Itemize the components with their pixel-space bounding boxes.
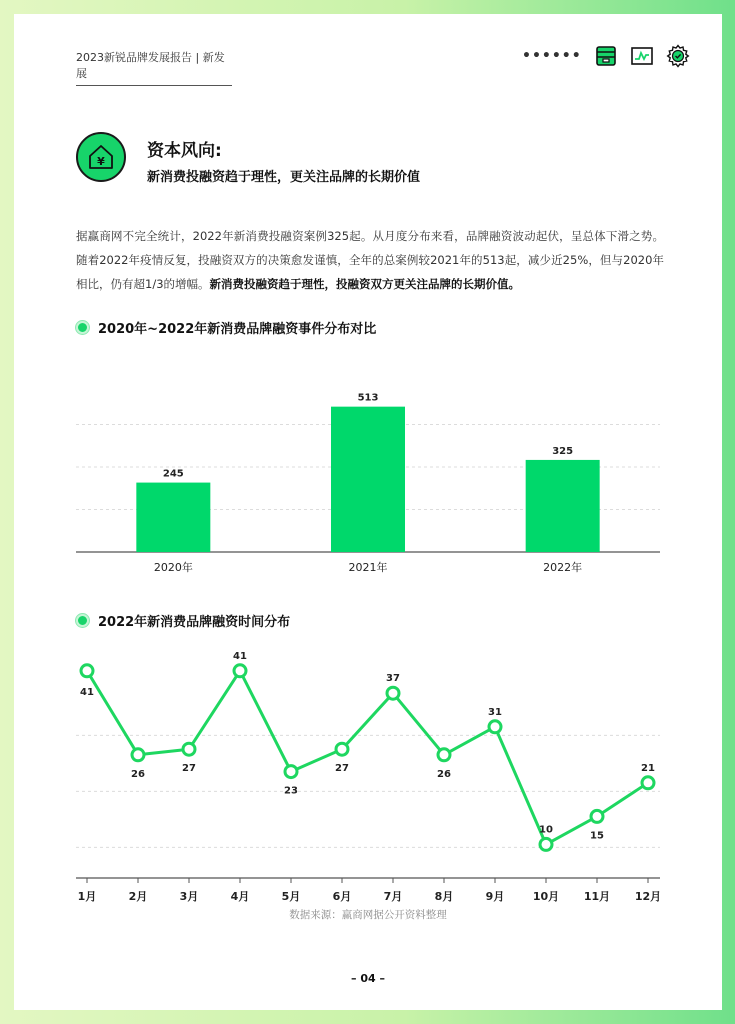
data-point [336,743,348,755]
body-paragraph [76,224,664,296]
data-point [642,777,654,789]
page-number: – 04 – [351,972,385,985]
bar [331,407,405,552]
line-chart-title-text: 2022年新消费品牌融资时间分布 [98,615,291,630]
bar-value-label: 325 [552,445,574,457]
inbox-tray-icon[interactable] [594,44,618,68]
bullet-icon [76,321,89,334]
header-title: 2023新锐品牌发展报告 | 新发展 [76,49,232,86]
x-tick-label: 2020年 [153,561,193,574]
data-point [234,665,246,677]
x-tick-label: 8月 [434,890,454,903]
data-point [591,810,603,822]
bar [526,460,600,552]
data-point [489,721,501,733]
x-tick-label: 12月 [634,890,662,903]
x-tick-label: 2021年 [348,561,388,574]
data-label: 41 [233,650,247,662]
bar-value-label: 245 [162,468,184,480]
data-point [183,743,195,755]
data-point [132,749,144,761]
data-label: 15 [590,830,604,842]
data-label: 37 [386,673,400,685]
data-label: 31 [488,706,502,718]
x-tick-label: 3月 [179,890,199,903]
data-label: 10 [539,824,553,836]
line-chart-icon[interactable] [630,44,654,68]
house-yen-icon [76,132,126,182]
data-label: 27 [335,763,349,775]
data-label: 26 [131,768,145,780]
series-line [87,671,648,845]
data-point [81,665,93,677]
section-title: 资本风向: [147,141,222,161]
x-tick-label: 4月 [230,890,250,903]
section-subtitle: 新消费投融资趋于理性，更关注品牌的长期价值 [147,170,421,185]
x-tick-label: 10月 [532,890,560,903]
x-tick-label: 1月 [77,890,97,903]
x-tick-label: 6月 [332,890,352,903]
bar [136,483,210,552]
bullet-icon [76,614,89,627]
x-tick-label: 2022年 [543,561,583,574]
x-tick-label: 9月 [485,890,505,903]
bar-chart [14,354,722,579]
x-tick-label: 11月 [583,890,611,903]
body-text: 据赢商网不完全统计，2022年新消费投融资案例325起。从月度分布来看，品牌融资波动起伏，呈总体下滑之势。随着2022年疫情反复，投融资双方的决策愈发谨慎，全年的总案例较2021年的513起，减少近25%，但与2020年相比，仍有超1/3的增幅。 [76,229,664,291]
data-label: 23 [284,785,298,797]
report-page [14,14,722,1010]
body-bold-text: 新消费投融资趋于理性，投融资双方更关注品牌的长期价值。 [209,277,521,291]
data-point [540,838,552,850]
x-tick-label: 7月 [383,890,403,903]
gear-check-icon[interactable] [666,44,690,68]
bar-value-label: 513 [357,392,379,404]
data-label: 27 [182,763,196,775]
line-chart [14,644,722,903]
bar-chart-title [76,318,376,337]
x-tick-label: 5月 [281,890,301,903]
data-label: 41 [80,686,94,698]
data-point [285,766,297,778]
x-tick-label: 2月 [128,890,148,903]
svg-text:¥: ¥ [97,155,105,168]
bar-chart-title-text: 2020年~2022年新消费品牌融资事件分布对比 [98,322,377,337]
data-label: 21 [641,762,655,774]
data-label: 26 [437,768,451,780]
more-dots-icon[interactable]: •••••• [522,48,582,64]
header-toolbar [522,44,690,68]
data-point [387,687,399,699]
line-chart-title [76,611,290,630]
data-source-note: 数据来源：赢商网据公开资料整理 [289,909,447,921]
data-point [438,749,450,761]
